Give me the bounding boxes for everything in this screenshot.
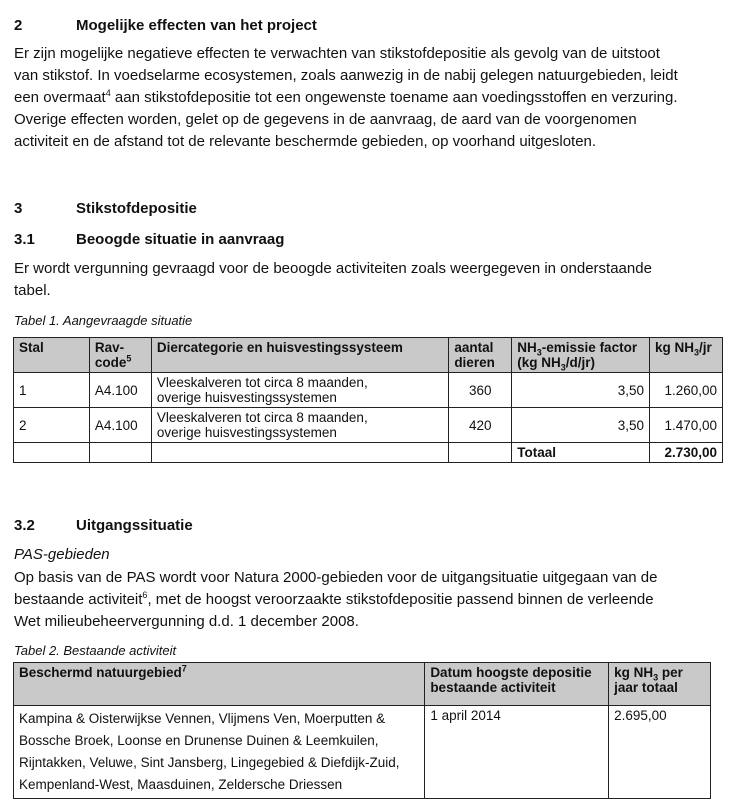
- col-header-diercategorie: Diercategorie en huisvestingssysteem: [151, 338, 448, 373]
- header-text: -emissie factor: [541, 340, 638, 355]
- cell-text: overige huisvestingssystemen: [156, 425, 337, 440]
- col-header-emissie-factor: [512, 338, 650, 373]
- section-title: Uitgangssituatie: [76, 517, 193, 534]
- text-line: activiteit en de afstand tot de relevante beschermde gebieden, op voorhand uitgesloten.: [14, 133, 597, 150]
- text-line: Er wordt vergunning gevraagd voor de beoogde activiteiten zoals weergegeven in onderstaande: [14, 260, 652, 277]
- cell-factor: 3,50: [512, 373, 650, 408]
- col-header-kg-nh3: [650, 338, 723, 373]
- section-3-2-paragraph: [14, 567, 714, 633]
- header-text: dieren: [454, 355, 495, 370]
- table-1-caption: Tabel 1. Aangevraagde situatie: [14, 313, 193, 328]
- header-text: NH: [517, 340, 537, 355]
- cell-total-label: Totaal: [512, 443, 650, 463]
- cell-text: overige huisvestingssystemen: [156, 390, 337, 405]
- subscript: 3: [694, 347, 700, 358]
- section-2-paragraph: [14, 43, 714, 153]
- cell-kg: 1.260,00: [650, 373, 723, 408]
- header-text: kg NH: [614, 665, 654, 680]
- cell-text: Rijntakken, Veluwe, Sint Jansberg, Lingegebied & Diefdijk-Zuid,: [19, 755, 400, 770]
- cell-text: Vleeskalveren tot circa 8 maanden,: [156, 375, 368, 390]
- table-row: [14, 373, 723, 408]
- footnote-ref-6: 6: [142, 590, 148, 600]
- text-fragment: aan stikstofdepositie tot een ongewenste toename aan voedingsstoffen en verzuring.: [114, 89, 678, 106]
- cell-rav-code: A4.100: [89, 408, 151, 443]
- section-number: 3: [14, 200, 23, 217]
- header-text: jaar totaal: [614, 680, 678, 695]
- section-3-1-paragraph: [14, 258, 714, 302]
- table-header-row: [14, 663, 711, 706]
- text-line: Op basis van de PAS wordt voor Natura 2000-gebieden voor de uitgangsituatie uitgegaan van de: [14, 569, 658, 586]
- table-1: [13, 337, 723, 463]
- cell-diercategorie: [151, 373, 448, 408]
- text-line: Er zijn mogelijke negatieve effecten te verwachten van stikstofdepositie als gevolg van de uitstoot: [14, 45, 660, 62]
- cell-factor: 3,50: [512, 408, 650, 443]
- col-header-kg-nh3-per-jaar: [609, 663, 711, 706]
- header-text: code: [94, 355, 127, 370]
- text-fragment: bestaande activiteit: [14, 591, 143, 608]
- header-text: /d/jr): [565, 355, 596, 370]
- table-total-row: [14, 443, 723, 463]
- cell-empty: [89, 443, 151, 463]
- subheading-pas-gebieden: PAS-gebieden: [14, 546, 110, 563]
- section-number: 3.1: [14, 231, 35, 248]
- text-line: Overige effecten worden, gelet op de gegevens in de aanvraag, de aard van de voorgenomen: [14, 111, 637, 128]
- text-line: [14, 589, 714, 611]
- col-header-beschermd-natuurgebied: [14, 663, 425, 706]
- cell-text: Vleeskalveren tot circa 8 maanden,: [156, 410, 368, 425]
- cell-datum: 1 april 2014: [425, 706, 609, 799]
- subscript: 3: [536, 347, 542, 358]
- header-text: (kg NH: [517, 355, 561, 370]
- table-2-caption: Tabel 2. Bestaande activiteit: [14, 643, 177, 658]
- subscript: 3: [653, 672, 659, 683]
- cell-text: Bossche Broek, Loonse en Drunense Duinen & Leemkuilen,: [19, 733, 379, 748]
- col-header-stal: Stal: [14, 338, 90, 373]
- text-line: van stikstof. In voedselarme ecosystemen, zoals aanwezig in de nabij gelegen natuurgebieden, leidt: [14, 67, 678, 84]
- text-fragment: een overmaat: [14, 89, 106, 106]
- section-title: Mogelijke effecten van het project: [76, 17, 317, 34]
- footnote-ref-5: 5: [126, 353, 132, 364]
- cell-kg: 1.470,00: [650, 408, 723, 443]
- col-header-rav-code: [89, 338, 151, 373]
- header-text: bestaande activiteit: [430, 680, 556, 695]
- table-2: [13, 662, 711, 799]
- header-text: aantal: [454, 340, 494, 355]
- text-line: tabel.: [14, 282, 51, 299]
- table-header-row: [14, 338, 723, 373]
- cell-natuurgebied: [14, 706, 425, 799]
- cell-diercategorie: [151, 408, 448, 443]
- cell-aantal: 360: [449, 373, 512, 408]
- cell-total-value: 2.730,00: [650, 443, 723, 463]
- header-text: Beschermd natuurgebied: [19, 665, 182, 680]
- cell-empty: [14, 443, 90, 463]
- header-text: /jr: [699, 340, 712, 355]
- cell-text: Kempenland-West, Maasduinen, Zeldersche Driessen: [19, 777, 343, 792]
- section-number: 2: [14, 17, 23, 34]
- cell-stal: 2: [14, 408, 90, 443]
- section-number: 3.2: [14, 517, 35, 534]
- footnote-ref-7: 7: [181, 663, 187, 674]
- cell-text: Kampina & Oisterwijkse Vennen, Vlijmens Ven, Moerputten &: [19, 711, 386, 726]
- col-header-aantal: [449, 338, 512, 373]
- header-text: Datum hoogste depositie: [430, 665, 592, 680]
- cell-empty: [449, 443, 512, 463]
- text-fragment: , met de hoogst veroorzaakte stikstofdepositie passend binnen de verleende: [147, 591, 654, 608]
- cell-stal: 1: [14, 373, 90, 408]
- cell-rav-code: A4.100: [89, 373, 151, 408]
- cell-kg: 2.695,00: [609, 706, 711, 799]
- header-text: kg NH: [655, 340, 695, 355]
- text-line: [14, 87, 714, 109]
- footnote-ref-4: 4: [105, 88, 111, 98]
- section-title: Beoogde situatie in aanvraag: [76, 231, 285, 248]
- cell-empty: [151, 443, 448, 463]
- table-row: [14, 706, 711, 799]
- header-text: per: [658, 665, 683, 680]
- table-row: [14, 408, 723, 443]
- section-title: Stikstofdepositie: [76, 200, 197, 217]
- subscript: 3: [560, 362, 566, 373]
- col-header-datum: [425, 663, 609, 706]
- header-text: Rav-: [94, 340, 125, 355]
- text-line: Wet milieubeheervergunning d.d. 1 december 2008.: [14, 613, 359, 630]
- cell-aantal: 420: [449, 408, 512, 443]
